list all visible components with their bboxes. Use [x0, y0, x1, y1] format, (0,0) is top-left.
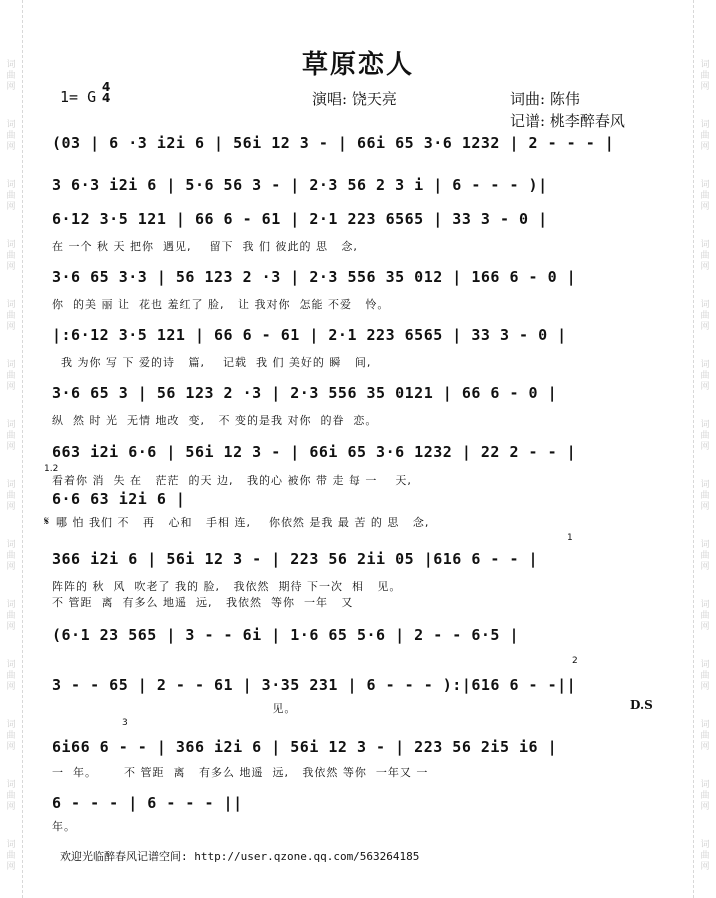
lyric-row-5: 我 为你 写 下 爱的诗 篇, 记载 我 们 美好的 瞬 间,: [52, 356, 372, 369]
watermark-text: 词 曲 网: [700, 480, 710, 512]
lyric-row-13: 年。: [52, 820, 76, 833]
ending-marker: 1.2: [44, 464, 59, 474]
watermark-text: 词 曲 网: [700, 600, 710, 632]
notation-row-1: (03 | 6 ·3 i2i 6 | 56i 12 3 - | 66i 65 3·6 1232 | 2 - - - |: [52, 134, 615, 152]
notation-row-12: 6i66 6 - - | 366 i2i 6 | 56i 12 3 - | 223 56 2i5 i6 |: [52, 738, 558, 756]
watermark-text: 词 曲 网: [6, 720, 16, 752]
time-signature: [102, 82, 110, 104]
watermark-text: 词 曲 网: [6, 120, 16, 152]
watermark-text: 词 曲 网: [6, 540, 16, 572]
ending-two-number: 2: [572, 656, 578, 666]
lyric-row-8: 哪 怕 我们 不 再 心和 手相 连, 你依然 是我 最 苦 的 思 念,: [56, 516, 430, 529]
singer-credit: 演唱: 饶天亮: [312, 90, 397, 108]
footer-credit: 欢迎光临醉春风记谱空间: http://user.qzone.qq.com/563264185: [60, 850, 420, 863]
lyric-row-9b: 不 管距 离 有多么 地遥 远, 我依然 等你 一年 又: [52, 596, 354, 609]
notation-row-2: 3 6·3 i2i 6 | 5·6 56 3 - | 2·3 56 2 3 i | 6 - - - )|: [52, 176, 548, 194]
notation-row-11: 3 - - 65 | 2 - - 61 | 3·35 231 | 6 - - - ):|616 6 - -||: [52, 676, 577, 694]
watermark-text: 词 曲 网: [700, 840, 710, 872]
watermark-text: 词 曲 网: [700, 300, 710, 332]
lyric-row-6: 纵 然 时 光 无情 地改 变, 不 变的是我 对你 的眷 恋。: [52, 414, 378, 427]
triplet-marker: 3: [122, 718, 128, 728]
notation-row-8: 6·6 63 i2i 6 |: [52, 490, 186, 508]
watermark-text: 词 曲 网: [6, 240, 16, 272]
meter-top: 4: [102, 80, 111, 94]
watermark-text: 词 曲 网: [6, 360, 16, 392]
watermark-text: 词 曲 网: [700, 540, 710, 572]
watermark-text: 词 曲 网: [700, 60, 710, 92]
ending-one-number: 1: [567, 533, 573, 543]
watermark-text: 词 曲 网: [700, 420, 710, 452]
notation-row-4: 3·6 65 3·3 | 56 123 2 ·3 | 2·3 556 35 012 | 166 6 - 0 |: [52, 268, 577, 286]
lyric-row-3: 在 一个 秋 天 把你 遇见, 留下 我 们 彼此的 思 念,: [52, 240, 358, 253]
segno-mark: 𝄋: [44, 514, 50, 528]
key-signature: 1= G: [60, 88, 97, 106]
watermark-text: 词 曲 网: [700, 180, 710, 212]
watermark-text: 词 曲 网: [700, 120, 710, 152]
right-watermark-strip: [693, 0, 716, 898]
transcriber-credit: 记谱: 桃李醉春风: [510, 112, 625, 130]
lyric-row-12: 一 年。 不 管距 离 有多么 地遥 远, 我依然 等你 一年又 一: [52, 766, 429, 779]
song-title: 草原恋人: [301, 50, 414, 80]
composer-credit: 词曲: 陈伟: [510, 90, 580, 108]
notation-row-5: |:6·12 3·5 121 | 66 6 - 61 | 2·1 223 6565 | 33 3 - 0 |: [52, 326, 567, 344]
ds-marking: D.S: [630, 698, 653, 712]
watermark-text: 词 曲 网: [6, 180, 16, 212]
watermark-text: 词 曲 网: [6, 780, 16, 812]
watermark-text: 词 曲 网: [6, 420, 16, 452]
watermark-text: 词 曲 网: [700, 780, 710, 812]
lyric-row-4: 你 的美 丽 让 花也 羞红了 脸, 让 我对你 怎能 不爱 怜。: [52, 298, 390, 311]
notation-row-9: 366 i2i 6 | 56i 12 3 - | 223 56 2ii 05 |616 6 - - |: [52, 550, 539, 568]
watermark-text: 词 曲 网: [700, 240, 710, 272]
left-watermark-strip: [0, 0, 23, 898]
notation-row-13: 6 - - - | 6 - - - ||: [52, 794, 243, 812]
watermark-text: 词 曲 网: [700, 720, 710, 752]
meter-bottom: 4: [102, 91, 111, 105]
watermark-text: 词 曲 网: [6, 840, 16, 872]
lyric-row-7: 看着你 消 失 在 茫茫 的天 边, 我的心 被你 带 走 每 一 天,: [52, 474, 412, 487]
notation-row-3: 6·12 3·5 121 | 66 6 - 61 | 2·1 223 6565 | 33 3 - 0 |: [52, 210, 548, 228]
watermark-text: 词 曲 网: [6, 480, 16, 512]
notation-row-6: 3·6 65 3 | 56 123 2 ·3 | 2·3 556 35 0121 | 66 6 - 0 |: [52, 384, 558, 402]
lyric-row-11: 见。: [52, 702, 297, 715]
watermark-text: 词 曲 网: [700, 660, 710, 692]
lyric-row-9a: 阵阵的 秋 风 吹老了 我的 脸, 我依然 期待 下一次 相 见。: [52, 580, 402, 593]
watermark-text: 词 曲 网: [700, 360, 710, 392]
notation-row-7: 663 i2i 6·6 | 56i 12 3 - | 66i 65 3·6 1232 | 22 2 - - |: [52, 443, 577, 461]
notation-row-10: (6·1 23 565 | 3 - - 6i | 1·6 65 5·6 | 2 - - 6·5 |: [52, 626, 520, 644]
watermark-text: 词 曲 网: [6, 660, 16, 692]
watermark-text: 词 曲 网: [6, 300, 16, 332]
watermark-text: 词 曲 网: [6, 600, 16, 632]
watermark-text: 词 曲 网: [6, 60, 16, 92]
